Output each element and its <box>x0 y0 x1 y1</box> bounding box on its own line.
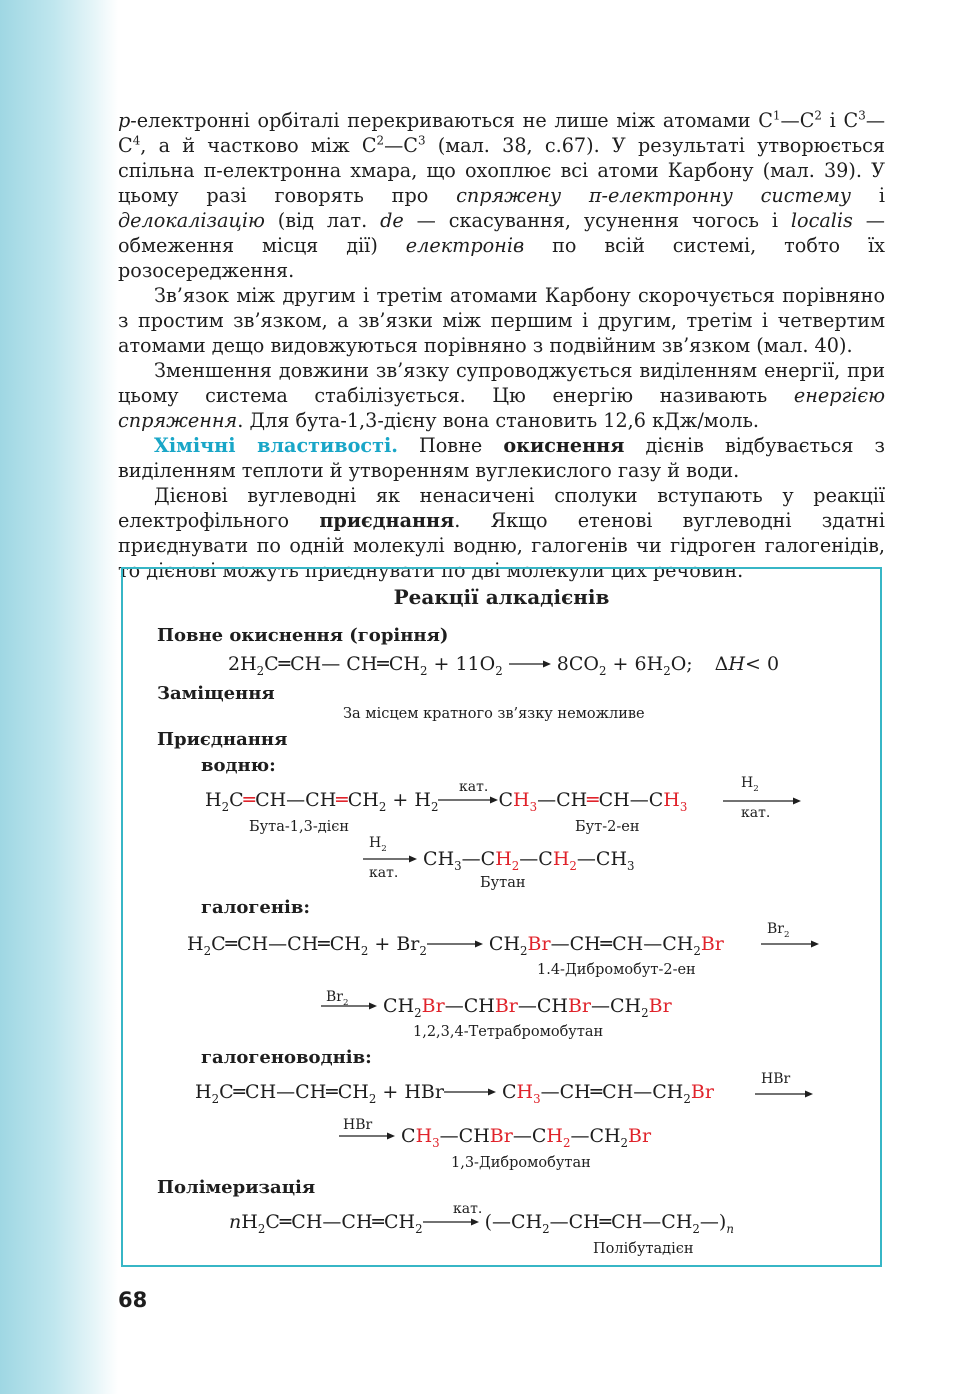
reaction-arrow <box>321 1001 377 1011</box>
reaction-arrow <box>427 939 483 949</box>
heading-addition: Приєднання <box>157 729 288 750</box>
side-decorative-stripe <box>0 0 118 1394</box>
reagent-label-hbr: HBr <box>761 1071 791 1087</box>
caption-butene: Бут-2-ен <box>575 819 640 835</box>
heading-hydrohalides: галогеноводнів: <box>201 1047 372 1068</box>
reagent-label-br2: $Br_2$ <box>767 921 790 940</box>
reaction-arrow <box>444 1087 496 1097</box>
reaction-arrow <box>339 1131 395 1141</box>
catalyst-label: кат. <box>369 865 399 881</box>
reagent-label-h2: $H_2$ <box>741 775 759 794</box>
reaction-arrow <box>755 1089 813 1099</box>
section-heading-chemical-properties: Хімічні властивості. <box>154 434 398 457</box>
equation-hydrogenation-2: $CH_3—CH_2—CH_2—CH_3$ <box>363 848 635 870</box>
reagent-label-br2: $Br_2$ <box>326 989 349 1008</box>
reagent-label-h2: $H_2$ <box>369 835 387 854</box>
equation-hydrobromination-1: $H_2C═CH—CH═CH_2$ + HBr $CH_3—CH═CH—CH_2Br$ <box>195 1081 714 1106</box>
catalyst-label: кат. <box>459 779 489 795</box>
reaction-arrow <box>423 1217 479 1227</box>
reactions-box <box>121 567 882 1267</box>
box-title: Реакції алкадієнів <box>393 585 610 609</box>
paragraph-4: Хімічні властивості. Повне окиснення дієнів відбувається з виділенням теплоти й утворенням вуглекислого газу й води. <box>118 434 885 482</box>
caption-dibromobutene: 1.4-Дибромобут-2-ен <box>537 962 696 978</box>
heading-polymerization: Полімеризація <box>157 1177 316 1198</box>
caption-polybutadiene: Полібутадієн <box>593 1241 694 1257</box>
catalyst-label: кат. <box>741 805 771 821</box>
paragraph-2: Зв’язок між другим і третім атомами Карбону скорочується порівняно з простим зв’язком, а зв’язки між першим і другим, третім і четвертим атомами дещо видовжуються порівняно з подвійним зв’язком (мал. 40). <box>118 284 885 357</box>
equation-hydrogenation-1: $H_2C═CH—CH═CH_2 + H_2$ $CH_3—CH═CH—CH_3$ <box>205 789 688 814</box>
heading-halogens: галогенів: <box>201 897 311 918</box>
reagent-label-hbr: HBr <box>343 1117 373 1133</box>
caption-butane: Бутан <box>480 875 526 891</box>
caption-butadiene: Бута-1,3-дієн <box>249 819 350 835</box>
equation-bromination-1: $H_2C═CH—CH═CH_2 + Br_2$ $CH_2Br—CH═CH—CH_2Br$ <box>187 933 724 958</box>
page-number: 68 <box>118 1288 148 1312</box>
caption-dibromobutane: 1,3-Дибромобутан <box>451 1155 591 1171</box>
paragraph-1: p-електронні орбіталі перекриваються не лише між атомами $C^1—C^2$ і $C^3—C^4$, а й частково між $C^2—C^3$ (мал. 38, с.67). У результаті утворюється спільна π-електронна хмара, що охоплює всі атоми Карбону (мал. 39). У цьому разі говорять про спряжену π-електронну систему і делокалізацію (від лат. de — скасування, усунення чогось і localis — обмеження місця дії) електронів по всій системі, тобто їх розосередження. <box>118 108 885 282</box>
heading-hydrogen: водню: <box>201 755 276 776</box>
heading-substitution: Заміщення <box>157 683 275 704</box>
equation-combustion: $2H_2C═CH—$ $CH═CH_2 + 11O_2$ $8CO_2 + 6H_2O$; ΔH< 0 <box>228 653 780 678</box>
reaction-arrow <box>761 939 819 949</box>
reaction-arrow <box>363 854 417 864</box>
equation-polymerization: $nH_2C═CH—CH═CH_2$ $(—CH_2—CH═CH—CH_2—)_n$ <box>229 1211 734 1236</box>
body-text <box>118 108 885 583</box>
caption-tetrabromobutane: 1,2,3,4-Тетрабромобутан <box>413 1024 604 1040</box>
heading-full-oxidation: Повне окиснення (горіння) <box>157 625 449 646</box>
reaction-arrow <box>438 795 498 805</box>
substitution-note: За місцем кратного зв’язку неможливе <box>343 706 645 722</box>
catalyst-label: кат. <box>453 1201 483 1217</box>
reaction-arrow <box>509 659 551 669</box>
paragraph-3: Зменшення довжини зв’язку супроводжується виділенням енергії, при цьому система стабілізується. Цю енергію називають енергією спряження. Для бута-1,3-дієну вона становить 12,6 кДж/моль. <box>118 359 885 432</box>
paragraph-5: Дієнові вуглеводні як ненасичені сполуки вступають у реакції електрофільного приєднання. Якщо етенові вуглеводні здатні приєднувати по одній молекулі водню, галогенів чи гідроген галогенідів, то дієнові можуть приєднувати по дві молекули цих речовин. <box>118 484 885 582</box>
equation-hydrobromination-2: $CH_3—CHBr—CH_2—CH_2Br$ <box>339 1125 651 1147</box>
equation-bromination-2: $CH_2Br—CHBr—CHBr—CH_2Br$ <box>321 995 672 1017</box>
